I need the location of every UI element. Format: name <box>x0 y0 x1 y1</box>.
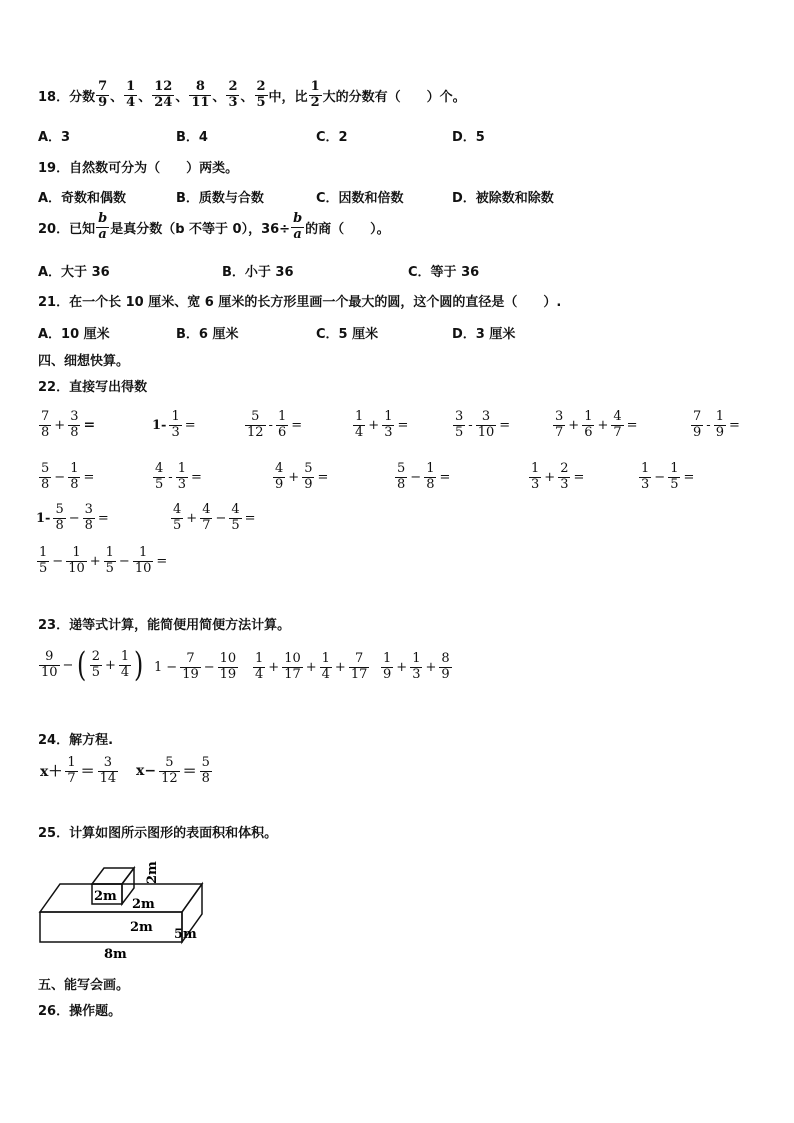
q23-expr-4: $\frac{1}{9}$ + $\frac{1}{3}$ + $\frac{8}{9}$ <box>383 651 450 682</box>
separator: 、 <box>175 89 189 105</box>
q22-item-12: $\frac{1}{3}$ + $\frac{2}{3}$ = <box>531 461 585 492</box>
q19-option-d[interactable]: D．被除数和除数 <box>452 191 554 206</box>
q22-item-8: $\frac{5}{8}$ − $\frac{1}{8}$ = <box>41 461 95 492</box>
q18-frac-6: $\frac{2}{5}$ <box>256 79 266 110</box>
section-four-heading: 四、细想快算。 <box>38 354 130 369</box>
q18-option-b[interactable]: B．4 <box>176 130 208 145</box>
bottom-length-label: 8m <box>104 947 127 962</box>
q22-item-7: $\frac{7}{9}$ - $\frac{1}{9}$ = <box>693 409 740 440</box>
q22-item-2: 1- $\frac{1}{3}$ = <box>152 409 196 440</box>
q22-item-6: $\frac{3}{7}$ + $\frac{1}{6}$ + $\frac{4}{7}$ = <box>555 409 638 440</box>
q20-option-a[interactable]: A．大于 36 <box>38 265 110 280</box>
q23-expr-2: 1 − $\frac{7}{19}$ − $\frac{10}{19}$ <box>154 651 237 682</box>
q18-option-d[interactable]: D．5 <box>452 130 485 145</box>
q21-option-c[interactable]: C．5 厘米 <box>316 327 379 342</box>
section-five-heading: 五、能写会画。 <box>38 978 130 993</box>
q26-title: 26．操作题。 <box>38 1004 122 1019</box>
q22-item-16: $\frac{1}{5}$ − $\frac{1}{10}$ + $\frac{1}{5}$ − $\frac{1}{10}$ = <box>39 545 168 576</box>
q21-option-d[interactable]: D．3 厘米 <box>452 327 516 342</box>
q21-option-a[interactable]: A．10 厘米 <box>38 327 110 342</box>
q19-option-c[interactable]: C．因数和倍数 <box>316 191 404 206</box>
q18-frac-5: $\frac{2}{3}$ <box>228 79 238 110</box>
q18-lead: 18．分数 <box>38 89 96 105</box>
q19-stem: 19．自然数可分为（ ）两类。 <box>38 161 239 176</box>
q20-option-b[interactable]: B．小于 36 <box>222 265 294 280</box>
q18-tail: 大的分数有（ ）个。 <box>322 89 466 105</box>
q18-ref-frac: $\frac{1}{2}$ <box>310 79 320 110</box>
q18-option-c[interactable]: C．2 <box>316 130 348 145</box>
q20-lead: 20．已知 <box>38 221 96 237</box>
q25-solid-figure <box>34 850 204 965</box>
q24-equation-2: x− $\frac{5}{12}$ ＝ $\frac{5}{8}$ <box>136 755 210 786</box>
separator: 、 <box>110 89 124 105</box>
q18-frac-3: $\frac{12}{24}$ <box>154 79 173 110</box>
q25-title: 25．计算如图所示图形的表面积和体积。 <box>38 826 278 841</box>
q20-stem <box>38 212 390 243</box>
q22-item-5: $\frac{3}{5}$ - $\frac{3}{10}$ = <box>455 409 511 440</box>
q23-expr-3: $\frac{1}{4}$ + $\frac{10}{17}$ + $\frac{1}{4}$ + $\frac{7}{17}$ <box>255 651 368 682</box>
q20-mid: 是真分数（b 不等于 0），36÷ <box>110 221 291 237</box>
q22-item-3: $\frac{5}{12}$ - $\frac{1}{6}$ = <box>247 409 303 440</box>
q22-item-13: $\frac{1}{3}$ − $\frac{1}{5}$ = <box>641 461 695 492</box>
q22-item-4: $\frac{1}{4}$ + $\frac{1}{3}$ = <box>355 409 409 440</box>
q22-item-9: $\frac{4}{5}$ - $\frac{1}{3}$ = <box>155 461 202 492</box>
cube-front-label: 2m <box>94 889 117 904</box>
q22-item-10: $\frac{4}{9}$ + $\frac{5}{9}$ = <box>275 461 329 492</box>
q22-item-14: 1- $\frac{5}{8}$ − $\frac{3}{8}$ = <box>36 502 109 533</box>
q21-stem: 21．在一个长 10 厘米、宽 6 厘米的长方形里画一个最大的圆，这个圆的直径是（ ）. <box>38 295 562 310</box>
q18-frac-4: $\frac{8}{11}$ <box>191 79 210 110</box>
q22-item-11: $\frac{5}{8}$ − $\frac{1}{8}$ = <box>397 461 451 492</box>
q18-stem <box>38 80 466 111</box>
q20-frac: $\frac{b}{a}$ <box>98 211 108 242</box>
q24-equation-1: x＋ $\frac{1}{7}$ ＝ $\frac{3}{14}$ <box>40 755 117 786</box>
cube-side-label: 2m <box>145 861 160 884</box>
q24-title: 24．解方程. <box>38 733 114 748</box>
q22-title: 22．直接写出得数 <box>38 380 148 395</box>
q20-tail: 的商（ ）。 <box>305 221 390 237</box>
separator: 、 <box>240 89 254 105</box>
q23-title: 23．递等式计算，能简便用简便方法计算。 <box>38 618 291 633</box>
q19-option-a[interactable]: A．奇数和偶数 <box>38 191 127 206</box>
q18-mid: 中，比 <box>268 89 308 105</box>
right-height-label: 5m <box>174 927 197 942</box>
front-height-label: 2m <box>130 920 153 935</box>
q20-option-c[interactable]: C．等于 36 <box>408 265 480 280</box>
q18-frac-2: $\frac{1}{4}$ <box>126 79 136 110</box>
q19-option-b[interactable]: B．质数与合数 <box>176 191 264 206</box>
q22-item-1: $\frac{7}{8}$ + $\frac{3}{8}$ = <box>41 409 96 440</box>
q18-option-a[interactable]: A．3 <box>38 130 71 145</box>
q23-expr-1: $\frac{9}{10}$ − ( $\frac{2}{5}$ + $\frac{1}{4}$ ) <box>41 645 144 685</box>
separator: 、 <box>212 89 226 105</box>
q22-item-15: $\frac{4}{5}$ + $\frac{4}{7}$ − $\frac{4}{5}$ = <box>173 502 256 533</box>
q18-frac-1: $\frac{7}{9}$ <box>98 79 108 110</box>
q21-option-b[interactable]: B．6 厘米 <box>176 327 239 342</box>
top-depth-label: 2m <box>132 897 155 912</box>
q20-frac-divisor: $\frac{b}{a}$ <box>293 211 303 242</box>
separator: 、 <box>138 89 152 105</box>
